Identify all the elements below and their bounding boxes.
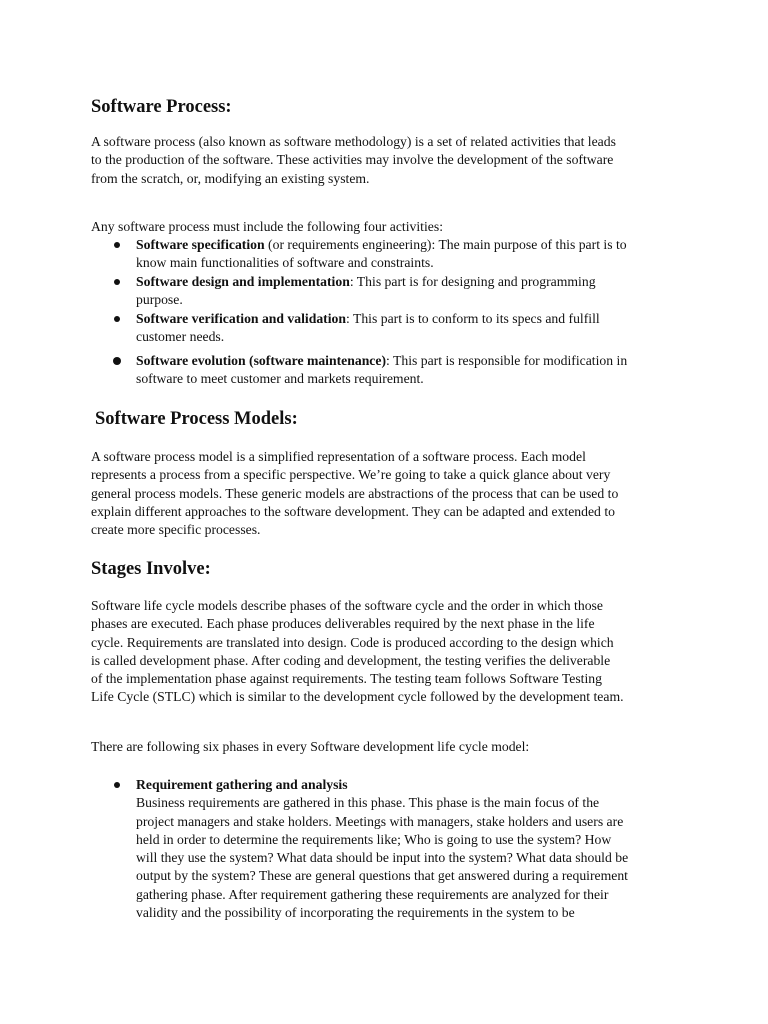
phase-line: Business requirements are gathered in this phase. This phase is the main focus of the (136, 795, 600, 811)
heading-software-process: Software Process: (91, 97, 232, 117)
activity-description: : This part is for designing and programming (349, 274, 596, 289)
activity-term: Software specification (136, 237, 265, 252)
paragraph-line: general process models. These generic models are abstractions of the process that can be used to (91, 485, 619, 501)
list-item (136, 236, 696, 273)
stages-paragraph (91, 597, 701, 707)
list-item (136, 273, 696, 310)
list-item (136, 352, 696, 389)
activities-intro-text: Any software process must include the following four activities: (91, 219, 443, 234)
activity-description: : This part is responsible for modification in (386, 353, 628, 368)
activity-description: customer needs. (136, 329, 225, 345)
paragraph-line: is called development phase. After coding and development, the testing verifies the deliverable (91, 652, 611, 668)
activity-term: Software evolution (software maintenance) (136, 353, 387, 368)
paragraph-line: Software life cycle models describe phases of the software cycle and the order in which those (91, 598, 603, 613)
paragraph-line: A software process (also known as software methodology) is a set of related activities that leads (91, 134, 616, 149)
activity-description: software to meet customer and markets requirement. (136, 371, 424, 387)
bullet-icon (114, 279, 120, 285)
heading-software-process-models: Software Process Models: (95, 409, 298, 429)
process-models-paragraph (91, 448, 701, 539)
list-item (136, 310, 696, 347)
paragraph-line: to the production of the software. These activities may involve the development of the software (91, 152, 614, 168)
paragraph-line: Life Cycle (STLC) which is similar to the development cycle followed by the development team. (91, 689, 624, 705)
software-process-paragraph (91, 133, 701, 188)
phases-intro (91, 738, 701, 756)
phases-intro-text: There are following six phases in every Software development life cycle model: (91, 739, 530, 754)
phase-line: gathering phase. After requirement gathering these requirements are analyzed for their (136, 886, 609, 902)
activity-description: purpose. (136, 292, 183, 308)
paragraph-line: represents a process from a specific perspective. We’re going to take a quick glance about very (91, 467, 611, 483)
phase-line: output by the system? These are general questions that get answered during a requirement (136, 868, 628, 884)
bullet-icon (114, 782, 120, 788)
paragraph-line: phases are executed. Each phase produces deliverables required by the next phase in the life (91, 616, 595, 632)
paragraph-line: explain different approaches to the software development. They can be adapted and extended to (91, 503, 615, 519)
phase-title: Requirement gathering and analysis (136, 777, 348, 792)
activity-description: : This part is to conform to its specs and fulfill (346, 311, 600, 326)
paragraph-line: of the implementation phase against requirements. The testing team follows Software Testing (91, 671, 602, 687)
list-item (136, 776, 696, 922)
paragraph-line: A software process model is a simplified representation of a software process. Each model (91, 449, 586, 464)
paragraph-line: create more specific processes. (91, 522, 261, 538)
activity-description: know main functionalities of software and constraints. (136, 255, 434, 271)
heading-stages-involve: Stages Involve: (91, 559, 211, 579)
paragraph-line: cycle. Requirements are translated into design. Code is produced according to the design which (91, 634, 614, 650)
phase-line: project managers and stake holders. Meetings with managers, stake holders and users are (136, 813, 624, 829)
bullet-icon (113, 357, 121, 365)
bullet-icon (114, 242, 120, 248)
activities-intro (91, 218, 701, 236)
phase-line: held in order to determine the requirements like; Who is going to use the system? How (136, 831, 612, 847)
activity-description: (or requirements engineering): The main purpose of this part is to (264, 237, 627, 252)
paragraph-line: from the scratch, or, modifying an existing system. (91, 170, 370, 186)
activity-term: Software design and implementation (136, 274, 350, 289)
phase-line: validity and the possibility of incorporating the requirements in the system to be (136, 905, 575, 921)
activity-term: Software verification and validation (136, 311, 346, 326)
bullet-icon (114, 316, 120, 322)
phase-line: will they use the system? What data should be input into the system? What data should be (136, 850, 629, 866)
